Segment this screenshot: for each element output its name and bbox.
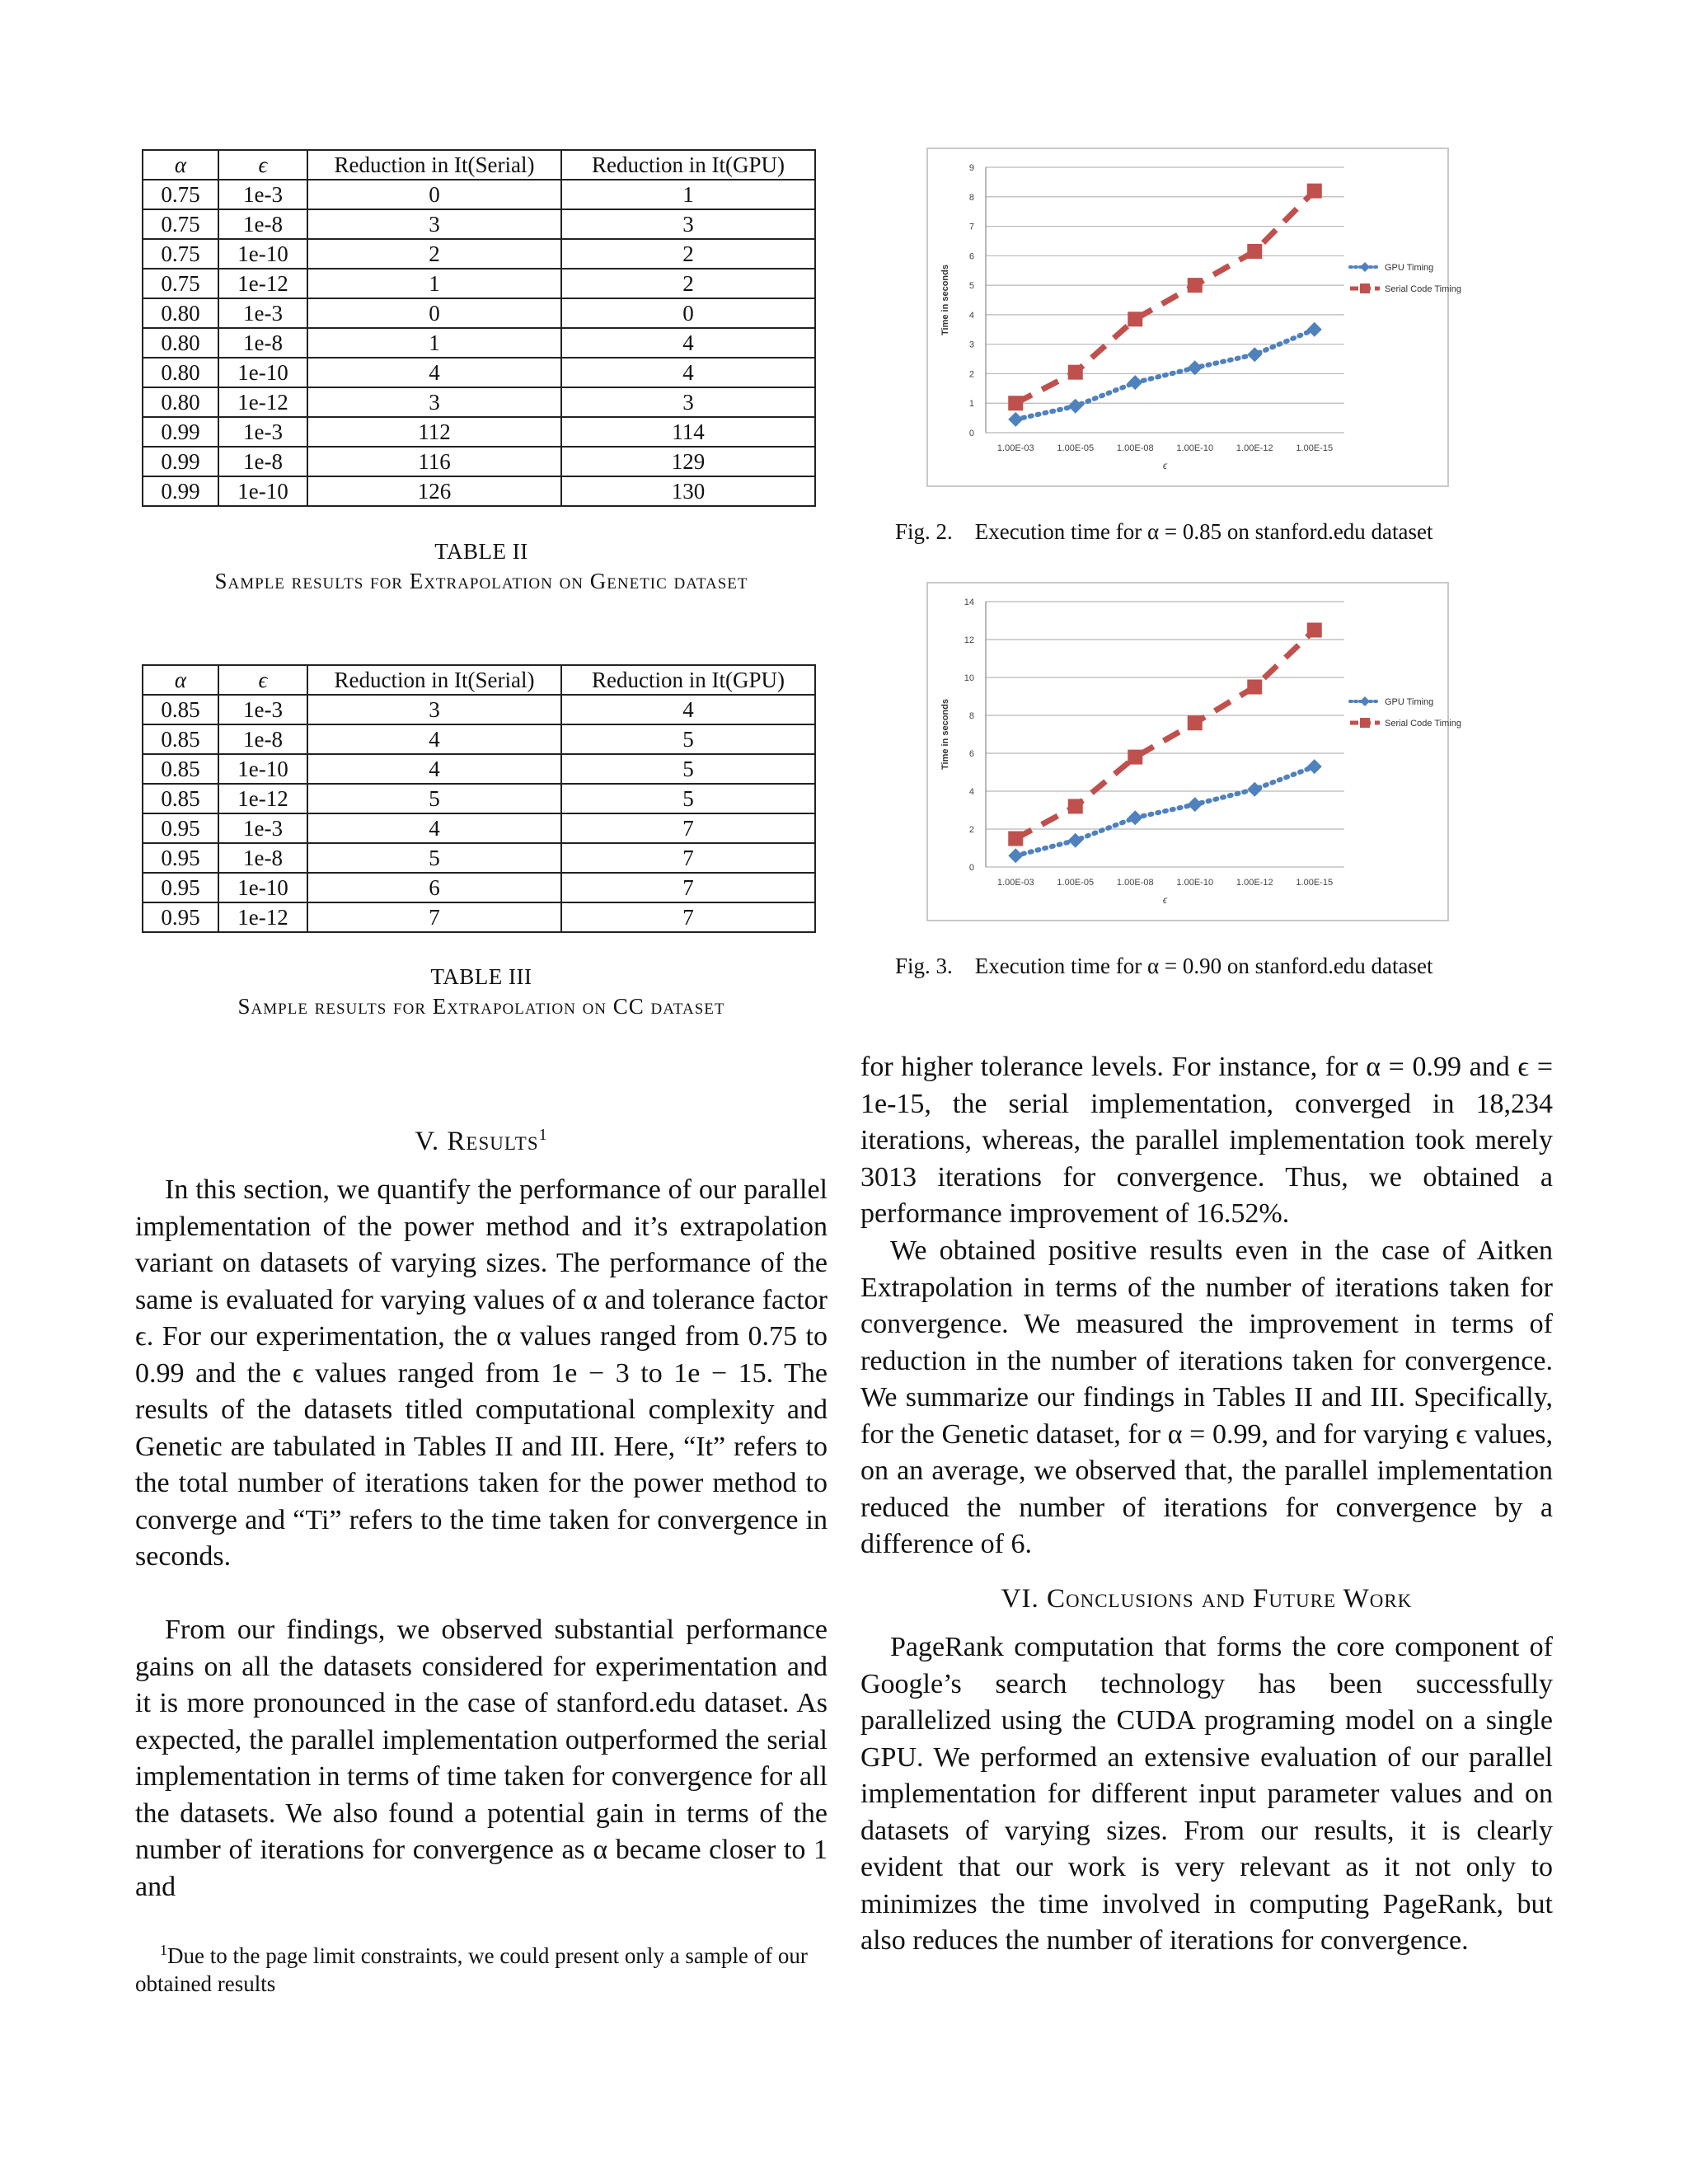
figure-2: [926, 148, 1461, 487]
table-cell: 130: [561, 476, 815, 506]
legend-marker: [1360, 718, 1370, 728]
y-tick-label: 9: [968, 163, 974, 173]
y-axis-label: Time in seconds: [940, 265, 950, 335]
gpu-data-point: [1188, 797, 1203, 812]
serial-data-point: [1247, 680, 1262, 695]
table-cell: 1: [307, 269, 561, 298]
x-tick-label: 1.00E-03: [996, 878, 1034, 888]
table-cell: 4: [561, 358, 815, 387]
table-row: [143, 695, 815, 724]
table-cell: 7: [307, 902, 561, 932]
y-tick-label: 2: [968, 369, 974, 380]
table-cell: 4: [561, 328, 815, 358]
y-tick-label: 2: [968, 825, 974, 835]
y-tick-label: 4: [968, 787, 974, 797]
table-cell: 0: [307, 180, 561, 209]
table-cell: 5: [307, 843, 561, 873]
table-cell: 0.95: [143, 873, 218, 902]
table-row: [143, 447, 815, 476]
figure-3-label: Fig. 3.: [895, 954, 953, 978]
table-row: [143, 328, 815, 358]
gpu-data-point: [1307, 322, 1322, 337]
serial-data-point: [1068, 799, 1083, 813]
table-cell: 2: [307, 239, 561, 269]
table-cell: 1e-8: [218, 724, 307, 754]
table-row: [143, 239, 815, 269]
table-cell: 1e-10: [218, 476, 307, 506]
figure-2-label: Fig. 2.: [895, 519, 953, 544]
table-cell: 0.75: [143, 180, 218, 209]
table-cell: 4: [307, 754, 561, 784]
table-cell: 0.75: [143, 269, 218, 298]
legend-label: GPU Timing: [1385, 697, 1434, 707]
table-cell: 5: [561, 784, 815, 813]
serial-data-point: [1188, 278, 1203, 293]
header-epsilon: ϵ: [218, 665, 307, 695]
table-iii: [142, 664, 816, 933]
table-cell: 1e-10: [218, 873, 307, 902]
x-tick-label: 1.00E-08: [1116, 878, 1154, 888]
legend-marker: [1360, 284, 1370, 293]
serial-data-point: [1307, 184, 1322, 199]
serial-timing-line: [1015, 191, 1315, 404]
gpu-data-point: [1247, 347, 1262, 362]
header-alpha: α: [143, 665, 218, 695]
figure-3-text: Execution time for α = 0.90 on stanford.edu dataset: [974, 954, 1433, 978]
table-cell: 2: [561, 239, 815, 269]
results-paragraph-2: From our findings, we observed substantial performance gains on all the datasets considered for experimentation and it is more pronounced in the case of stanford.edu dataset. As expected, the parallel implementation outperformed the serial implementation in terms of time taken for convergence for all the datasets. We also found a potential gain in terms of the number of iterations for convergence as α became closer to 1 and: [135, 1615, 828, 1902]
table-cell: 0.75: [143, 209, 218, 239]
gpu-data-point: [1128, 375, 1142, 390]
table-cell: 1: [307, 328, 561, 358]
serial-data-point: [1307, 623, 1322, 638]
table-cell: 0: [307, 298, 561, 328]
footnote-text: Due to the page limit constraints, we could present only a sample of our obtained results: [135, 1943, 808, 1996]
gpu-data-point: [1008, 848, 1023, 863]
table-cell: 3: [561, 209, 815, 239]
table-cell: 1e-3: [218, 298, 307, 328]
table-body: [143, 180, 815, 506]
results-paragraph-1: In this section, we quantify the performance of our parallel implementation of the power method and it’s extrapolation variant on datasets of varying sizes. The performance of the same is evaluated for varying values of α and tolerance factor ϵ. For our experimentation, the α values ranged from 0.75 to 0.99 and the ϵ values ranged from 1e − 3 to 1e − 15. The results of the datasets titled computational complexity and Genetic are tabulated in Tables II and III. Here, “It” refers to the total number of iterations taken for the power method to converge and “Ti” refers to the time taken for convergence in seconds.: [135, 1174, 828, 1572]
table-cell: 1e-10: [218, 358, 307, 387]
x-tick-label: 1.00E-05: [1057, 443, 1095, 453]
table-cell: 4: [307, 813, 561, 843]
figure-2-caption: [895, 519, 1433, 545]
y-tick-label: 6: [968, 749, 974, 759]
table-cell: 114: [561, 417, 815, 447]
table-row: [143, 784, 815, 813]
table-row: [143, 476, 815, 506]
table-cell: 129: [561, 447, 815, 476]
table-cell: 3: [307, 209, 561, 239]
x-tick-label: 1.00E-15: [1296, 443, 1334, 453]
table-cell: 3: [561, 387, 815, 417]
table-cell: 1e-12: [218, 387, 307, 417]
table-cell: 7: [561, 813, 815, 843]
figure-3-chart: [928, 583, 1461, 920]
serial-data-point: [1008, 832, 1023, 846]
table-row: [143, 358, 815, 387]
gpu-timing-line: [1015, 330, 1315, 419]
table-cell: 5: [307, 784, 561, 813]
section-heading-conclusions: VI. Conclusions and Future Work: [1001, 1584, 1413, 1614]
header-reduction-gpu: Reduction in It(GPU): [561, 665, 815, 695]
serial-data-point: [1068, 365, 1083, 380]
table-cell: 3: [307, 695, 561, 724]
x-tick-label: 1.00E-10: [1176, 878, 1214, 888]
x-tick-label: 1.00E-05: [1057, 878, 1095, 888]
x-tick-label: 1.00E-12: [1236, 443, 1273, 453]
gpu-timing-line: [1015, 766, 1315, 855]
gpu-data-point: [1068, 399, 1083, 414]
table-cell: 4: [307, 724, 561, 754]
table-cell: 1e-8: [218, 843, 307, 873]
x-axis-label: ϵ: [1162, 460, 1168, 471]
table-cell: 0.85: [143, 784, 218, 813]
y-tick-label: 6: [968, 251, 974, 262]
table-cell: 0.80: [143, 387, 218, 417]
gpu-data-point: [1247, 782, 1262, 797]
figure-3-caption: [895, 954, 1433, 979]
table-cell: 0.85: [143, 754, 218, 784]
table-header-row: [143, 150, 815, 180]
table-cell: 0.75: [143, 239, 218, 269]
legend-marker: [1360, 262, 1370, 272]
table-row: [143, 843, 815, 873]
table-row: [143, 298, 815, 328]
header-alpha: α: [143, 150, 218, 180]
table-body: [143, 695, 815, 932]
table-cell: 0.95: [143, 813, 218, 843]
table-cell: 1e-12: [218, 784, 307, 813]
table-cell: 7: [561, 873, 815, 902]
right-paragraph-1: for higher tolerance levels. For instance, for α = 0.99 and ϵ = 1e-15, the serial implementation, converged in 18,234 iterations, whereas, the parallel implementation took merely 3013 iterations for convergence. Thus, we obtained a performance improvement of 16.52%.: [860, 1052, 1553, 1229]
table-row: [143, 873, 815, 902]
table-row: [143, 724, 815, 754]
table-row: [143, 417, 815, 447]
legend-label: Serial Code Timing: [1385, 284, 1461, 294]
table-cell: 1e-10: [218, 754, 307, 784]
table-cell: 0.80: [143, 358, 218, 387]
figure-2-chart: [928, 149, 1461, 485]
y-tick-label: 4: [968, 310, 974, 321]
y-tick-label: 12: [964, 635, 974, 645]
y-tick-label: 3: [968, 340, 974, 350]
legend-marker: [1360, 696, 1370, 706]
table-row: [143, 269, 815, 298]
table-row: [143, 813, 815, 843]
serial-data-point: [1188, 715, 1203, 730]
table-cell: 1e-8: [218, 328, 307, 358]
table-cell: 1e-3: [218, 417, 307, 447]
x-tick-label: 1.00E-03: [996, 443, 1034, 453]
table-cell: 3: [307, 387, 561, 417]
table-cell: 0.99: [143, 417, 218, 447]
y-tick-label: 7: [968, 222, 974, 232]
x-axis-label: ϵ: [1162, 894, 1168, 906]
table-cell: 0.80: [143, 328, 218, 358]
table-cell: 6: [307, 873, 561, 902]
x-tick-label: 1.00E-08: [1116, 443, 1154, 453]
table-cell: 4: [561, 695, 815, 724]
footnote: [135, 1936, 828, 1998]
footnote-mark: 1: [538, 1126, 548, 1144]
table-cell: 7: [561, 843, 815, 873]
table-row: [143, 902, 815, 932]
table-cell: 1e-3: [218, 813, 307, 843]
x-tick-label: 1.00E-15: [1296, 878, 1334, 888]
table-row: [143, 209, 815, 239]
table-header-row: [143, 665, 815, 695]
y-tick-label: 0: [968, 429, 974, 438]
table-cell: 0.80: [143, 298, 218, 328]
legend-label: Serial Code Timing: [1385, 719, 1461, 729]
table-cell: 1e-3: [218, 180, 307, 209]
table-cell: 126: [307, 476, 561, 506]
y-tick-label: 8: [968, 192, 974, 203]
gpu-data-point: [1128, 810, 1142, 825]
x-tick-label: 1.00E-10: [1176, 443, 1214, 453]
table-cell: 1e-12: [218, 269, 307, 298]
header-reduction-gpu: Reduction in It(GPU): [561, 150, 815, 180]
table-iii-caption: Sample results for Extrapolation on CC dataset: [237, 994, 725, 1019]
table-cell: 0.85: [143, 724, 218, 754]
serial-data-point: [1128, 312, 1142, 326]
table-cell: 0.95: [143, 902, 218, 932]
table-cell: 4: [307, 358, 561, 387]
table-iii-label: TABLE III: [430, 964, 532, 989]
table-ii: [142, 149, 816, 507]
table-cell: 1e-10: [218, 239, 307, 269]
figure-2-text: Execution time for α = 0.85 on stanford.edu dataset: [974, 519, 1433, 544]
table-cell: 112: [307, 417, 561, 447]
header-reduction-serial: Reduction in It(Serial): [307, 150, 561, 180]
table-cell: 0.95: [143, 843, 218, 873]
gpu-data-point: [1188, 360, 1203, 375]
table-cell: 116: [307, 447, 561, 476]
table-cell: 5: [561, 754, 815, 784]
table-cell: 1e-8: [218, 447, 307, 476]
y-tick-label: 14: [964, 598, 974, 607]
table-row: [143, 180, 815, 209]
table-cell: 0: [561, 298, 815, 328]
x-tick-label: 1.00E-12: [1236, 878, 1273, 888]
serial-timing-line: [1015, 630, 1315, 839]
table-ii-label: TABLE II: [434, 539, 528, 564]
table-cell: 1: [561, 180, 815, 209]
table-row: [143, 387, 815, 417]
section-heading-results: [135, 1126, 828, 1157]
y-tick-label: 1: [968, 399, 974, 410]
right-paragraph-3: PageRank computation that forms the core component of Google’s search technology has been successfully parallelized using the CUDA programing model on a single GPU. We performed an extensive evaluation of our parallel implementation for different input parameter values and on datasets of varying sizes. From our results, it is clearly evident that our work is very relevant as it not only to minimizes the time involved in computing PageRank, but also reduces the number of iterations for convergence.: [860, 1632, 1553, 1956]
table-cell: 1e-8: [218, 209, 307, 239]
y-tick-label: 0: [968, 863, 974, 873]
y-tick-label: 10: [964, 673, 974, 683]
gpu-data-point: [1068, 833, 1083, 848]
table-cell: 0.85: [143, 695, 218, 724]
table-cell: 7: [561, 902, 815, 932]
table-cell: 1e-3: [218, 695, 307, 724]
serial-data-point: [1008, 396, 1023, 410]
table-cell: 0.99: [143, 476, 218, 506]
gpu-data-point: [1008, 412, 1023, 427]
header-epsilon: ϵ: [218, 150, 307, 180]
header-reduction-serial: Reduction in It(Serial): [307, 665, 561, 695]
y-tick-label: 8: [968, 711, 974, 721]
table-row: [143, 754, 815, 784]
gpu-data-point: [1307, 759, 1322, 774]
right-paragraph-2: We obtained positive results even in the case of Aitken Extrapolation in terms of the number of iterations taken for convergence. We measured the improvement in terms of reduction in the number of iterations taken for convergence. We summarize our findings in Tables II and III. Specifically, for the Genetic dataset, for α = 0.99, and for varying ϵ values, on an average, we observed that, the parallel implementation reduced the number of iterations for convergence by a difference of 6.: [860, 1235, 1553, 1559]
table-ii-caption: Sample results for Extrapolation on Genetic dataset: [214, 569, 748, 593]
section-title: V. Results: [415, 1127, 539, 1156]
y-axis-label: Time in seconds: [940, 699, 950, 770]
table-cell: 2: [561, 269, 815, 298]
y-tick-label: 5: [968, 281, 974, 292]
legend-label: GPU Timing: [1385, 263, 1434, 273]
table-cell: 1e-12: [218, 902, 307, 932]
serial-data-point: [1247, 244, 1262, 259]
table-cell: 0.99: [143, 447, 218, 476]
figure-3: [926, 582, 1461, 921]
table-cell: 5: [561, 724, 815, 754]
footnote-mark: 1: [160, 1942, 167, 1958]
serial-data-point: [1128, 750, 1142, 765]
